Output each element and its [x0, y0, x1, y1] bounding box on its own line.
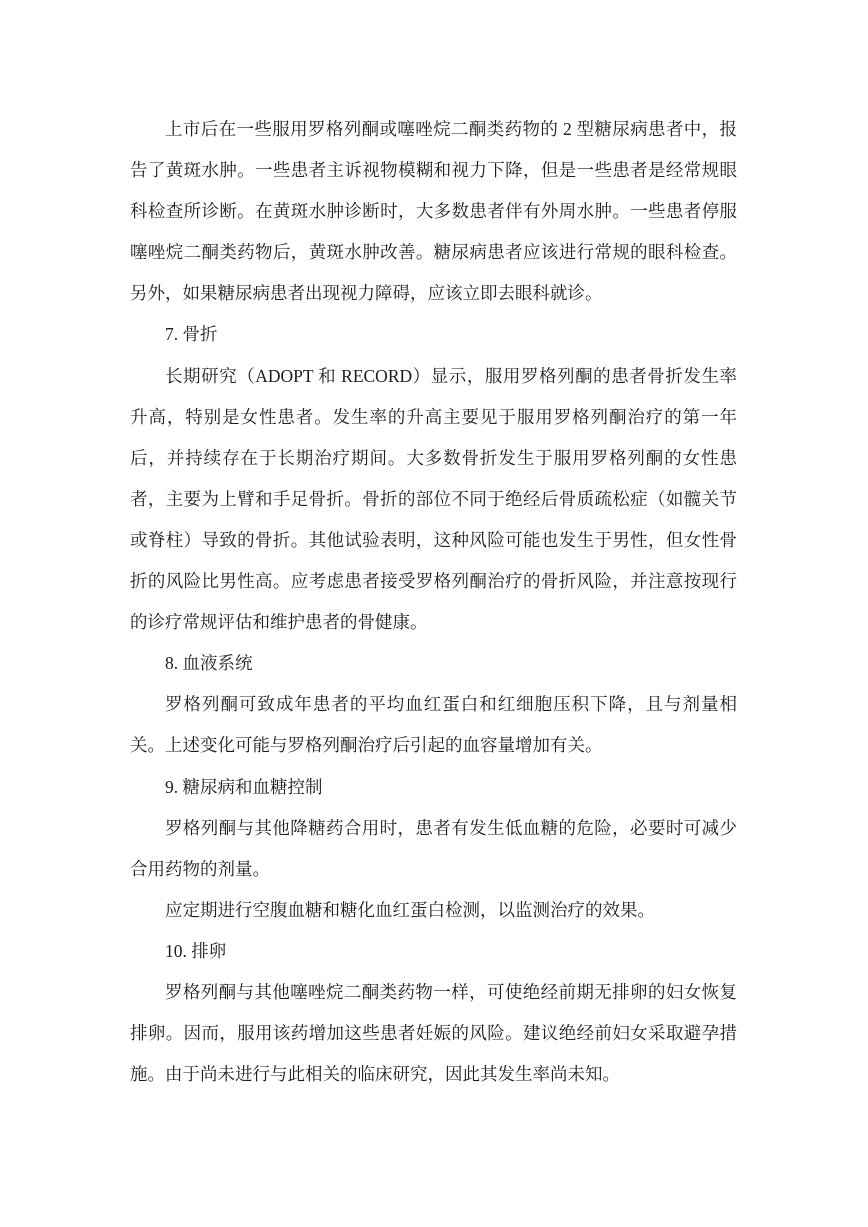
paragraph-blood-system: 罗格列酮可致成年患者的平均血红蛋白和红细胞压积下降，且与剂量相关。上述变化可能与罗格列酮治疗后引起的血容量增加有关。 [130, 694, 737, 756]
paragraph-macular-edema: 上市后在一些服用罗格列酮或噻唑烷二酮类药物的 2 型糖尿病患者中，报告了黄斑水肿。一些患者主诉视物模糊和视力下降，但是一些患者是经常规眼科检查所诊断。在黄斑水肿诊断时，大多数患者伴有外周水肿。一些患者停服噻唑烷二酮类药物后，黄斑水肿改善。糖尿病患者应该进行常规的眼科检查。另外，如果糖尿病患者出现视力障碍，应该立即去眼科就诊。 [130, 119, 737, 304]
paragraph-fracture: 长期研究（ADOPT 和 RECORD）显示，服用罗格列酮的患者骨折发生率升高，特别是女性患者。发生率的升高主要见于服用罗格列酮治疗的第一年后，并持续存在于长期治疗期间。大多数骨折发生于服用罗格列酮的女性患者，主要为上臂和手足骨折。骨折的部位不同于绝经后骨质疏松症（如髋关节或脊柱）导致的骨折。其他试验表明，这种风险可能也发生于男性，但女性骨折的风险比男性高。应考虑患者接受罗格列酮治疗的骨折风险，并注意按现行的诊疗常规评估和维护患者的骨健康。 [130, 365, 737, 633]
document-text-body [130, 109, 737, 1095]
paragraph-ovulation: 罗格列酮与其他噻唑烷二酮类药物一样，可使绝经前期无排卵的妇女恢复排卵。因而，服用该药增加这些患者妊娠的风险。建议绝经前妇女采取避孕措施。由于尚未进行与此相关的临床研究，因此其发生率尚未知。 [130, 981, 737, 1085]
heading-7-fracture: 7. 骨折 [165, 324, 218, 345]
paragraph-hypoglycemia-risk: 罗格列酮与其他降糖药合用时，患者有发生低血糖的危险，必要时可减少合用药物的剂量。 [130, 817, 737, 879]
heading-8-blood-system: 8. 血液系统 [165, 653, 253, 674]
paragraph-glucose-monitoring: 应定期进行空腹血糖和糖化血红蛋白检测，以监测治疗的效果。 [165, 899, 655, 920]
heading-9-diabetes-glycemic-control: 9. 糖尿病和血糖控制 [165, 776, 323, 797]
heading-10-ovulation: 10. 排卵 [165, 940, 227, 961]
